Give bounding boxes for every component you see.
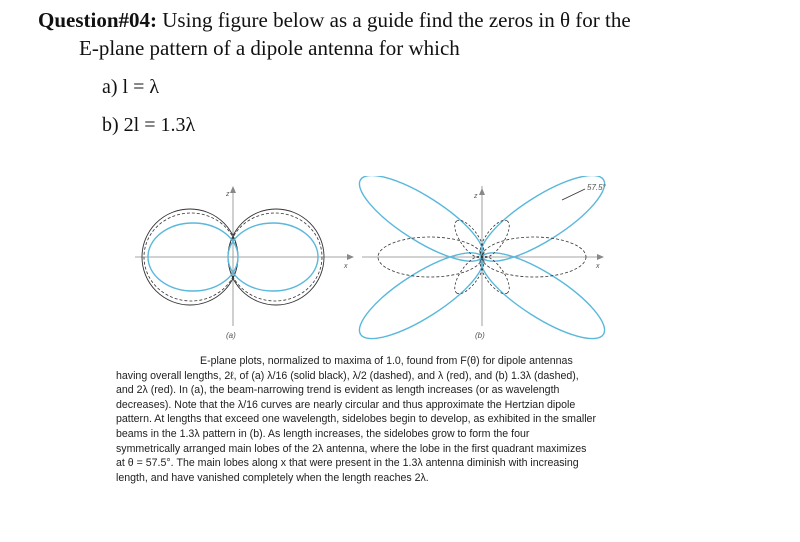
panel-b-lobe-q4 xyxy=(470,238,610,346)
question-text-1: Using figure below as a guide find the zeros in θ for the xyxy=(162,8,631,32)
panel-b-lobe-q2 xyxy=(349,176,494,276)
panel-a-x-arrow xyxy=(347,254,354,260)
panel-b-lobe-q3 xyxy=(349,238,494,346)
panel-a-z-label: z xyxy=(226,191,230,198)
panel-b xyxy=(349,176,610,346)
question-line-2: E-plane pattern of a dipole antenna for which xyxy=(79,36,460,60)
angle-annotation: 57.5° xyxy=(587,183,606,192)
panel-b-z-arrow xyxy=(479,188,485,195)
panel-b-x-arrow xyxy=(597,254,604,260)
panel-a xyxy=(135,186,354,340)
question-line-1 xyxy=(38,8,631,33)
angle-leader-line xyxy=(562,189,585,200)
panel-b-x-label: x xyxy=(596,263,600,270)
caption-text: E-plane plots, normalized to maxima of 1.0, found from F(θ) for dipole antennas having overall lengths, 2ℓ, of (a) λ/16 (solid black), λ/2 (dashed), and λ (red), and (b) 1.3λ (dashed), and 2λ (red). In (a), the beam-narrowing trend is evident as length increases (or as wavelength decreases). Note that the λ/16 curves are nearly circular and thus approximate the Hertzian dipole pattern. At lengths that exceed one wavelength, sidelobes begin to develop, as exhibited in the smaller beams in the 1.3λ pattern in (b). As length increases, the sidelobes grow to form the four symmetrically arranged main lobes of the 2λ antenna, where the lobe in the first quadrant maximizes at θ = 57.5°. The main lobes along x that were present in the 1.3λ antenna diminish with increasing length, and have vanished completely when the length reaches 2λ. xyxy=(116,355,596,484)
figure-caption xyxy=(116,354,596,485)
part-b: b) 2l = 1.3λ xyxy=(102,114,196,136)
eplane-figure xyxy=(130,176,610,346)
question-label: Question#04: xyxy=(38,8,158,32)
panel-a-x-label: x xyxy=(344,263,348,270)
panel-b-label: (b) xyxy=(475,331,485,340)
panel-a-label: (a) xyxy=(226,331,236,340)
part-a: a) l = λ xyxy=(102,76,160,98)
panel-b-z-label: z xyxy=(474,193,478,200)
panel-a-z-arrow xyxy=(230,186,236,193)
